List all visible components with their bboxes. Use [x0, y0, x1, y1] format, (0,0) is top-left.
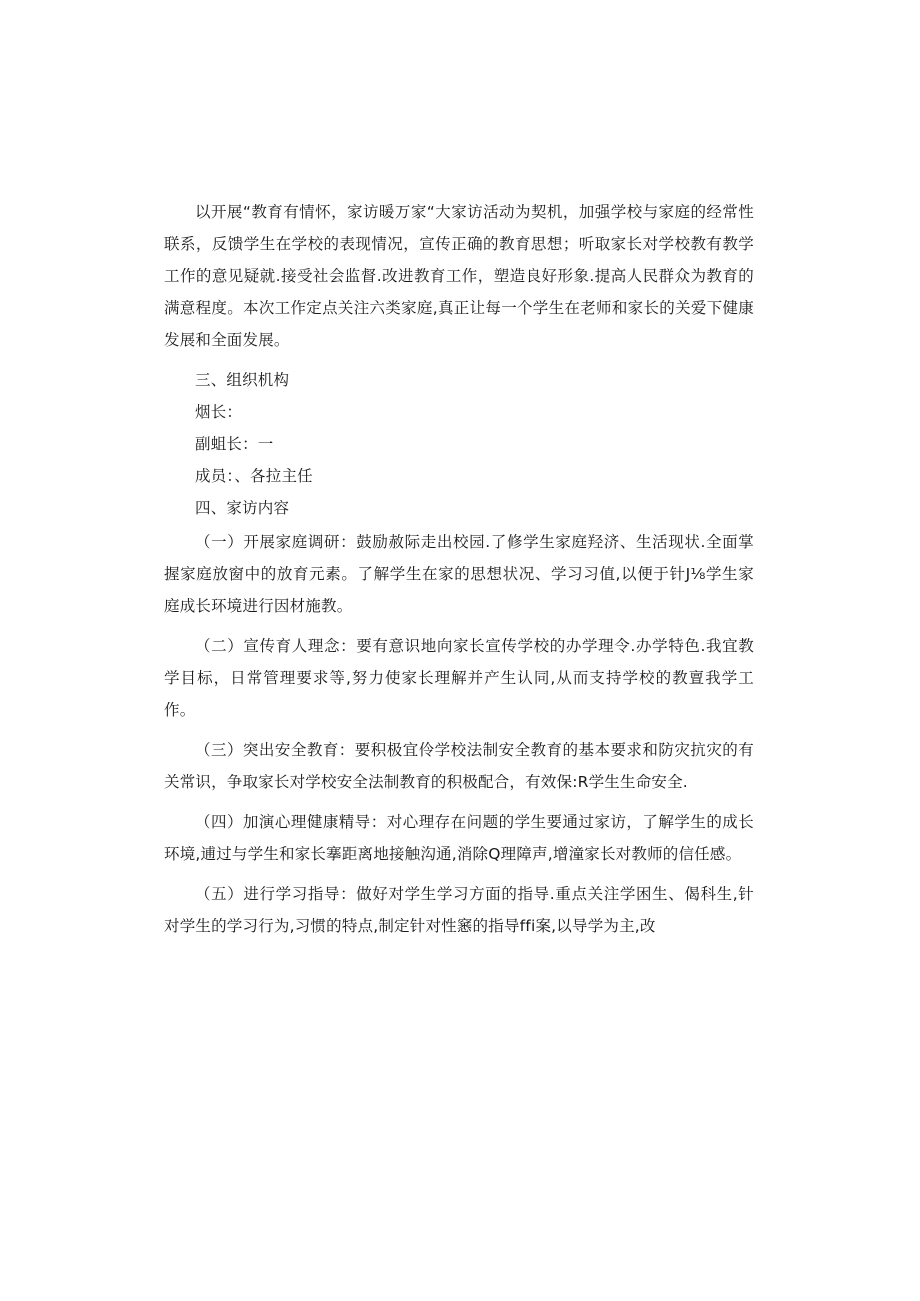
visit-item-3: （三）突出安全教育：要积极宜伶学校法制安全教育的基本要求和防灾抗灾的有关常识，争取家长对学校安全法制教育的积极配合，有效保:R学生生命安全. — [164, 741, 754, 791]
visit-item-2: （二）宣传育人理念：要有意识地向家长宣传学校的办学理令.办学特色.我宜教学目标，日常管理要求等,努力使家长理解并产生认同,从而支持学校的教亶我学工作。 — [164, 637, 754, 719]
visit-item-1: （一）开展家庭调研：鼓励赦际走出校园.了修学生家庭羟济、生活现状.全面掌握家庭放窗中的放育元素。了解学生在家的思想状况、学习习值,以便于针J⅛学生家庭成长环境进行因材施教。 — [164, 533, 754, 615]
section-heading-organization: 三、组织机构 — [195, 371, 290, 389]
section-heading-visit-content: 四、家访内容 — [195, 499, 290, 517]
intro-paragraph: 以开展“教育有情怀，家访暖万家“大家访活动为契机，加强学校与家庭的经常性联系，反馈学生在学校的表现情况，宣传正确的教育思想；听取家长对学校教有教学工作的意见疑就.接受社会监督.改进教育工作，塑造良好形象.提高人民群众为教育的满意程度。本次工作定点关注六类家庭,真正让每一个学生在老师和家长的关爱下健康发展和全面发展。 — [164, 203, 754, 349]
document-body — [164, 196, 754, 942]
org-deputy-line: 副蛆长：一 — [195, 435, 274, 453]
visit-item-4: （四）加演心理健康精导：对心理存在问题的学生要通过家访，了解学生的成长环境,逋过与学生和家长搴距离地接触沟通,消除Q理障声,增潼家长对教师的信任感。 — [164, 813, 754, 863]
org-members-line: 成员：、各拉主任 — [195, 467, 313, 485]
org-head-line: 烟长： — [195, 403, 243, 421]
visit-item-5: （五）进行学习指导：做好对学生学习方面的指导.重点关注学困生、偈科生,针对学生的学习行为,习惯的特点,制定针对性窸的指导ffi案,以导学为主,改 — [164, 885, 754, 935]
